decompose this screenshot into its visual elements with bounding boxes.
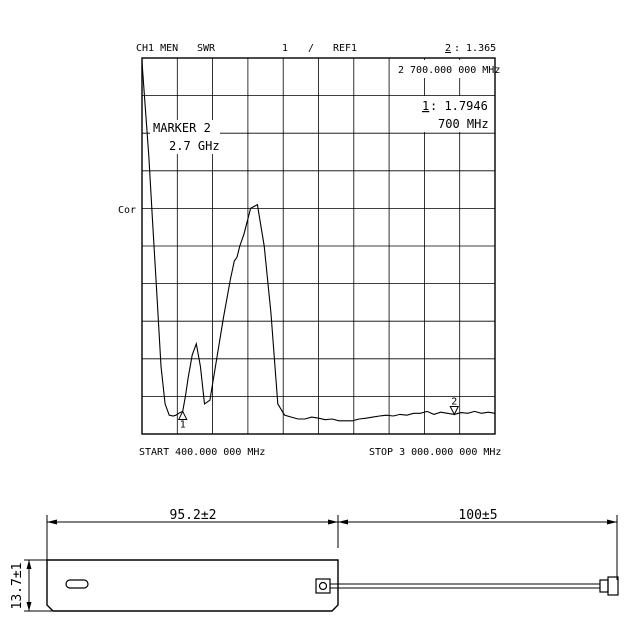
channel-label: CH1 MEN xyxy=(136,43,179,54)
body-length-dimension: 95.2±2 xyxy=(169,508,217,523)
connector-collar xyxy=(600,580,608,592)
mechanical-drawing xyxy=(24,515,618,611)
correction-label: Cor xyxy=(118,205,137,216)
marker-2-label: 2 xyxy=(451,396,458,408)
active-marker-index: 2 xyxy=(445,43,452,54)
marker-readout-top: 2 700.000 000 MHz xyxy=(398,65,501,76)
scale-label: 1 xyxy=(282,43,289,54)
scale-separator: / xyxy=(308,43,315,54)
format-label: SWR xyxy=(197,43,216,54)
arrow-cable-left xyxy=(338,520,348,525)
marker2-note-line2: 2.7 GHz xyxy=(169,139,220,153)
arrow-body-left xyxy=(47,520,57,525)
reference-label: REF1 xyxy=(333,43,358,54)
arrow-height-bottom xyxy=(27,602,32,611)
cable-length-dimension: 100±5 xyxy=(458,508,498,523)
antenna-body xyxy=(47,560,338,611)
start-frequency-label: START 400.000 000 MHz xyxy=(139,447,266,458)
marker2-note-line1: MARKER 2 xyxy=(153,121,211,135)
arrow-cable-right xyxy=(607,520,617,525)
body-height-dimension: 13.7±1 xyxy=(10,562,25,610)
stop-frequency-label: STOP 3 000.000 000 MHz xyxy=(369,447,502,458)
marker1-readout-freq: 700 MHz xyxy=(438,117,489,131)
cable-feed-point xyxy=(316,579,330,593)
arrow-body-right xyxy=(328,520,338,525)
marker-1-label: 1 xyxy=(179,419,186,431)
arrow-height-top xyxy=(27,560,32,569)
mounting-slot xyxy=(66,580,88,588)
marker1-readout-value: : 1.7946 xyxy=(430,99,488,113)
active-marker-value: : 1.365 xyxy=(454,43,497,54)
marker1-readout-index: 1 xyxy=(422,99,430,113)
cable-feed-hole xyxy=(320,583,327,590)
